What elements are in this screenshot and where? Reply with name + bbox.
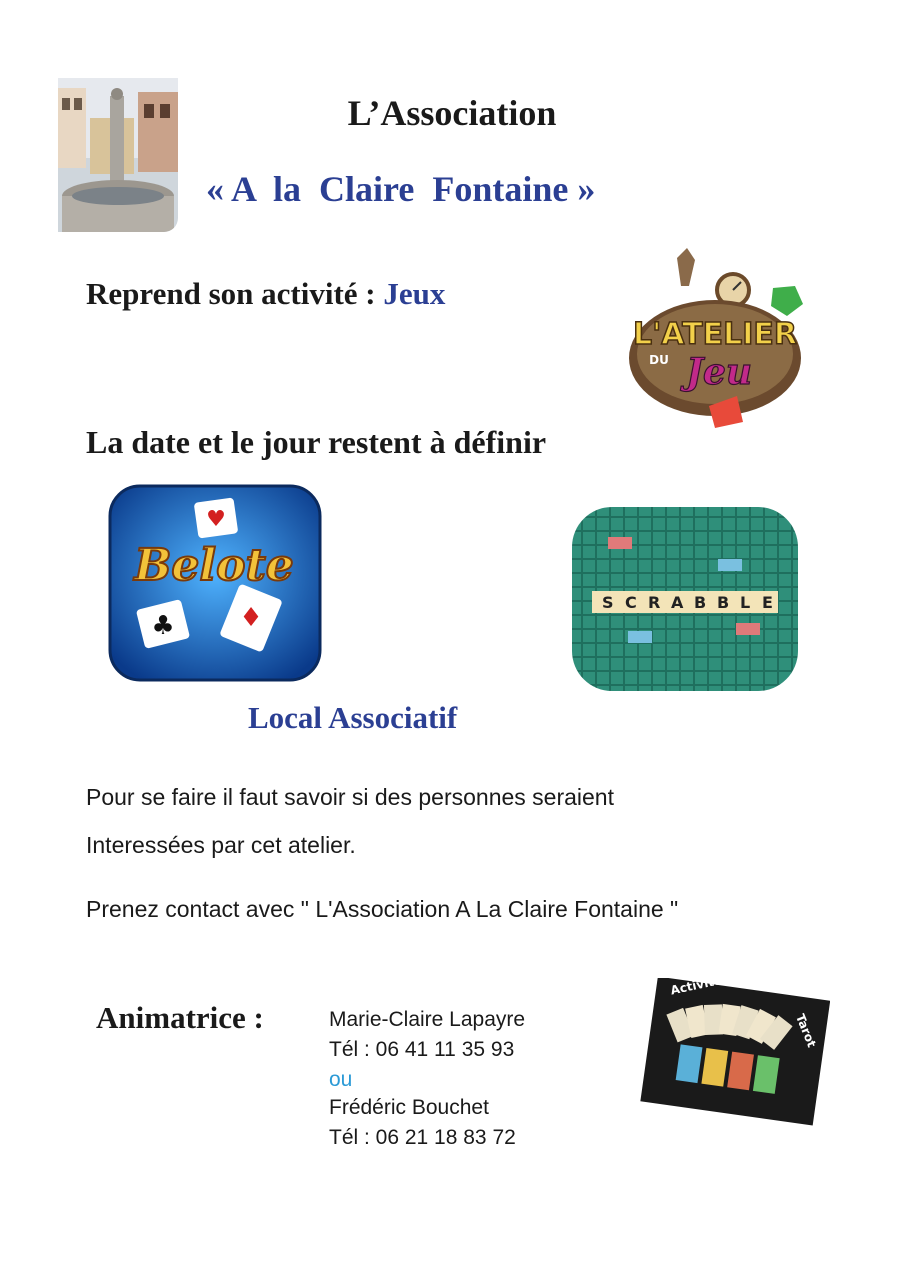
svg-text:S: S: [602, 593, 614, 612]
tarot-label-tarot: Tarot: [792, 1011, 819, 1050]
paragraph-2: Interessées par cet atelier.: [86, 832, 356, 858]
atelier-du-jeu-logo: [615, 246, 815, 430]
activity-line: [86, 276, 445, 312]
paragraph-1: Pour se faire il faut savoir si des personnes seraient: [86, 784, 614, 810]
activity-prefix: Reprend son activité :: [86, 276, 384, 311]
location-label: Local Associatif: [248, 700, 458, 735]
svg-text:B: B: [717, 593, 730, 612]
header-title: L’Association: [347, 93, 557, 133]
tarot-cards-image: [640, 978, 830, 1128]
contact-separator: ou: [329, 1068, 353, 1091]
svg-text:B: B: [694, 593, 707, 612]
scrabble-board-image: [568, 503, 802, 695]
svg-text:♦: ♦: [239, 603, 263, 633]
paragraph-contact: Prenez contact avec " L'Association A La Claire Fontaine ": [86, 896, 679, 922]
atelier-jeu-text: Jeu: [685, 351, 753, 393]
svg-text:♣: ♣: [151, 611, 175, 641]
contact-2-name: Frédéric Bouchet: [329, 1096, 489, 1119]
association-name: « A la Claire Fontaine »: [206, 169, 596, 209]
atelier-du-text: DU: [649, 353, 669, 367]
belote-game-image: [108, 484, 322, 682]
scrabble-tiles: [592, 591, 778, 613]
atelier-top-text: L'ATELIER: [632, 317, 798, 352]
contact-1-name: Marie-Claire Lapayre: [329, 1008, 526, 1031]
svg-text:C: C: [625, 593, 637, 612]
contact-2-phone: Tél : 06 21 18 83 72: [329, 1126, 516, 1149]
svg-text:E: E: [762, 593, 773, 612]
tarot-label-activite: Activité: [669, 978, 724, 998]
svg-text:A: A: [671, 593, 684, 612]
svg-text:R: R: [648, 593, 661, 612]
svg-text:♥: ♥: [206, 507, 226, 532]
belote-label: Belote: [134, 540, 294, 591]
date-line: La date et le jour restent à définir: [86, 424, 547, 460]
svg-text:L: L: [740, 593, 751, 612]
animatrice-label: Animatrice :: [96, 1000, 264, 1035]
contact-1-phone: Tél : 06 41 11 35 93: [329, 1038, 515, 1061]
activity-highlight: Jeux: [383, 276, 446, 311]
